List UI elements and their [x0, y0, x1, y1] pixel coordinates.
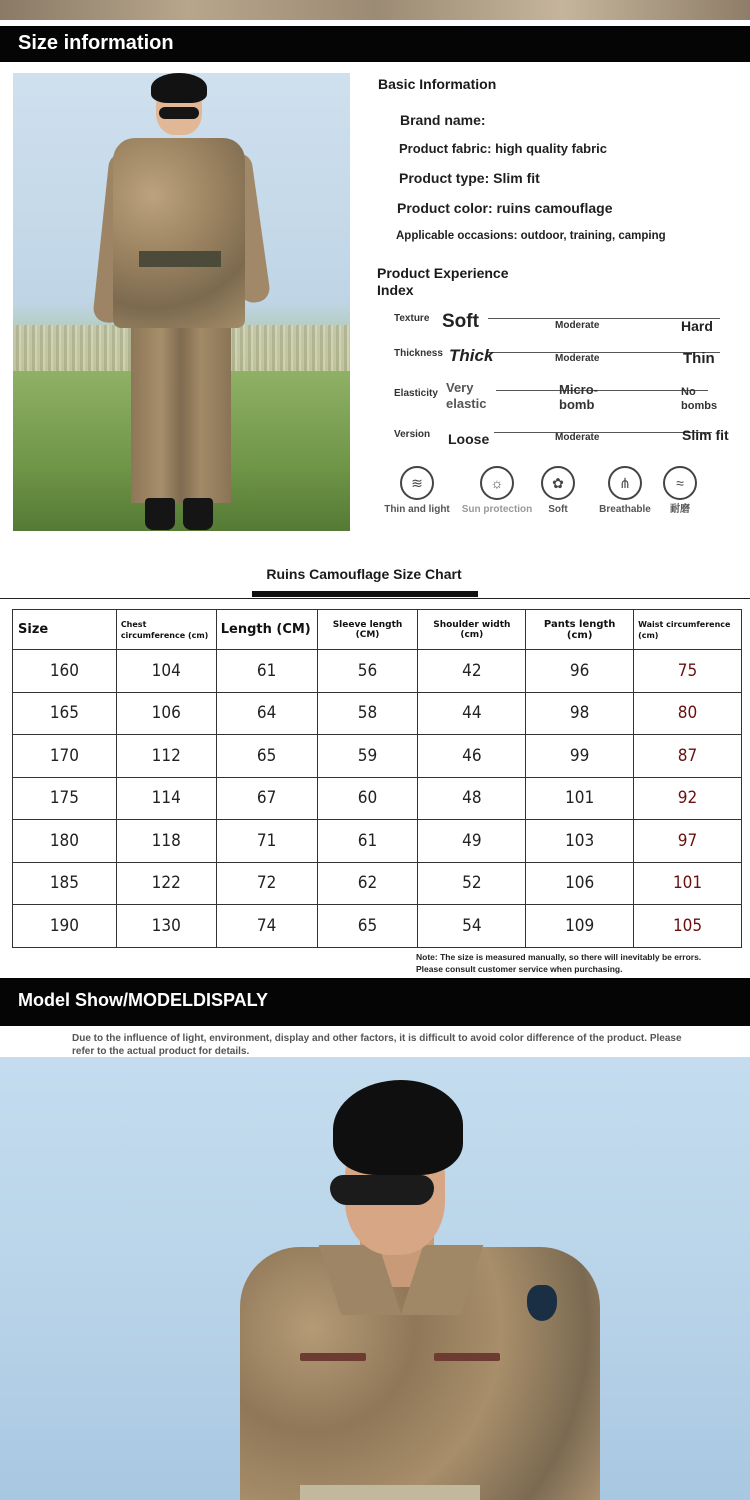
fabric-icon: ⋔ [608, 466, 642, 500]
cell-size: 175 [13, 777, 117, 820]
cell-sleeve: 60 [317, 777, 418, 820]
scale-right: Thin [683, 350, 715, 367]
cell-size: 185 [13, 862, 117, 905]
applicable-occasions: Applicable occasions: outdoor, training, camping [396, 230, 666, 242]
cell-waist: 75 [634, 650, 742, 693]
cell-size: 180 [13, 820, 117, 863]
closeup-shoulder-patch [527, 1285, 557, 1321]
table-header-row [13, 610, 742, 650]
model-hair [151, 73, 207, 103]
cotton-icon: ✿ [541, 466, 575, 500]
cell-length: 72 [216, 862, 317, 905]
size-note-line2: Please consult customer service when purchasing. [416, 964, 623, 974]
cell-shoulder: 46 [418, 735, 526, 778]
cell-shoulder: 48 [418, 777, 526, 820]
table-row [13, 692, 742, 735]
cell-sleeve: 58 [317, 692, 418, 735]
model-show-header: Model Show/MODELDISPALY [0, 978, 750, 1026]
cell-chest: 112 [116, 735, 216, 778]
cell-waist: 97 [634, 820, 742, 863]
size-note-line1: Note: The size is measured manually, so there will inevitably be errors. [416, 952, 702, 962]
feature-wear-resistant [640, 466, 720, 516]
closeup-pocket-left [300, 1353, 366, 1361]
cell-length: 61 [216, 650, 317, 693]
cell-shoulder: 42 [418, 650, 526, 693]
cell-size: 165 [13, 692, 117, 735]
scale-label: Version [394, 429, 431, 440]
experience-index-title [377, 265, 509, 299]
cell-pants: 106 [526, 862, 634, 905]
feature-icons-row [0, 466, 750, 526]
scale-label: Texture [394, 313, 430, 324]
scale-left: Soft [442, 311, 479, 332]
cell-length: 64 [216, 692, 317, 735]
model-closeup-photo [0, 1057, 750, 1500]
feature-label: Sun protection [461, 504, 533, 515]
size-chart-title-underline [252, 591, 478, 597]
scale-mid: Moderate [555, 353, 600, 364]
product-type: Product type: Slim fit [399, 170, 540, 186]
closeup-hair [333, 1080, 463, 1175]
cell-chest: 122 [116, 862, 216, 905]
scale-right: No bombs [681, 386, 718, 412]
scale-left: Very elastic [446, 380, 487, 411]
scale-mid: Moderate [555, 320, 600, 331]
feature-label: 耐磨 [670, 504, 690, 515]
cell-chest: 118 [116, 820, 216, 863]
table-row [13, 862, 742, 905]
cell-size: 170 [13, 735, 117, 778]
cell-pants: 98 [526, 692, 634, 735]
scale-line [494, 432, 712, 433]
cell-length: 67 [216, 777, 317, 820]
brand-name: Brand name: [400, 112, 486, 128]
cell-shoulder: 44 [418, 692, 526, 735]
scale-right: Slim fit [682, 427, 729, 443]
cell-waist: 80 [634, 692, 742, 735]
scale-mid: Micro-bomb [559, 382, 598, 412]
model-sunglasses [159, 107, 199, 119]
product-fabric: Product fabric: high quality fabric [399, 141, 608, 156]
color-disclaimer: Due to the influence of light, environment, display and other factors, it is difficult to avoid color difference of the product. Please refer to the actual product for details. [72, 1033, 682, 1057]
feature-thin-light [377, 466, 457, 516]
feature-label: Thin and light [384, 504, 450, 515]
cell-size: 190 [13, 905, 117, 948]
size-chart-title: Ruins Camouflage Size Chart [266, 566, 462, 582]
table-row [13, 905, 742, 948]
model-jacket [113, 138, 245, 328]
experience-row-elasticity [0, 378, 750, 418]
cell-chest: 114 [116, 777, 216, 820]
table-row [13, 820, 742, 863]
cell-size: 160 [13, 650, 117, 693]
cell-chest: 130 [116, 905, 216, 948]
cell-length: 65 [216, 735, 317, 778]
header-sleeve: Sleeve length (CM) [317, 610, 418, 650]
scale-label: Elasticity [394, 388, 438, 399]
header-size: Size [13, 610, 117, 650]
wave-icon: ≋ [400, 466, 434, 500]
closeup-sunglasses [330, 1175, 434, 1205]
cell-pants: 101 [526, 777, 634, 820]
table-row [13, 735, 742, 778]
experience-title-line2: Index [377, 282, 414, 298]
size-information-header: Size information [0, 26, 750, 62]
cell-sleeve: 61 [317, 820, 418, 863]
top-fabric-strip [0, 0, 750, 20]
closeup-belt [300, 1485, 480, 1500]
size-chart-table [12, 609, 742, 948]
cell-waist: 92 [634, 777, 742, 820]
table-row [13, 777, 742, 820]
table-row [13, 650, 742, 693]
cell-chest: 104 [116, 650, 216, 693]
scale-left: Loose [448, 431, 490, 447]
scale-label: Thickness [394, 348, 443, 359]
cell-shoulder: 54 [418, 905, 526, 948]
cell-waist: 101 [634, 862, 742, 905]
header-shoulder: Shoulder width (cm) [418, 610, 526, 650]
cell-pants: 103 [526, 820, 634, 863]
cell-pants: 99 [526, 735, 634, 778]
wind-icon: ≈ [663, 466, 697, 500]
scale-right: Hard [681, 318, 713, 334]
cell-waist: 87 [634, 735, 742, 778]
cell-sleeve: 62 [317, 862, 418, 905]
size-chart-divider [0, 598, 750, 599]
basic-information-title: Basic Information [378, 76, 497, 92]
header-pants: Pants length (cm) [526, 610, 634, 650]
cell-shoulder: 49 [418, 820, 526, 863]
cell-pants: 96 [526, 650, 634, 693]
feature-label: Soft [548, 504, 568, 515]
size-note [416, 951, 701, 975]
experience-title-line1: Product Experience [377, 265, 509, 281]
product-color: Product color: ruins camouflage [397, 200, 613, 216]
closeup-pocket-right [434, 1353, 500, 1361]
cell-sleeve: 56 [317, 650, 418, 693]
experience-row-version [0, 425, 750, 465]
cell-waist: 105 [634, 905, 742, 948]
feature-label: Breathable [599, 504, 651, 515]
sun-wave-icon: ☼ [480, 466, 514, 500]
cell-pants: 109 [526, 905, 634, 948]
experience-row-texture [0, 309, 750, 349]
cell-sleeve: 59 [317, 735, 418, 778]
scale-mid: Moderate [555, 432, 600, 443]
cell-chest: 106 [116, 692, 216, 735]
header-waist: Waist circumference (cm) [634, 610, 742, 650]
model-belt [139, 251, 221, 267]
cell-shoulder: 52 [418, 862, 526, 905]
cell-length: 74 [216, 905, 317, 948]
scale-left: Thick [449, 346, 494, 365]
header-chest: Chest circumference (cm) [116, 610, 216, 650]
header-length: Length (CM) [216, 610, 317, 650]
cell-length: 71 [216, 820, 317, 863]
cell-sleeve: 65 [317, 905, 418, 948]
